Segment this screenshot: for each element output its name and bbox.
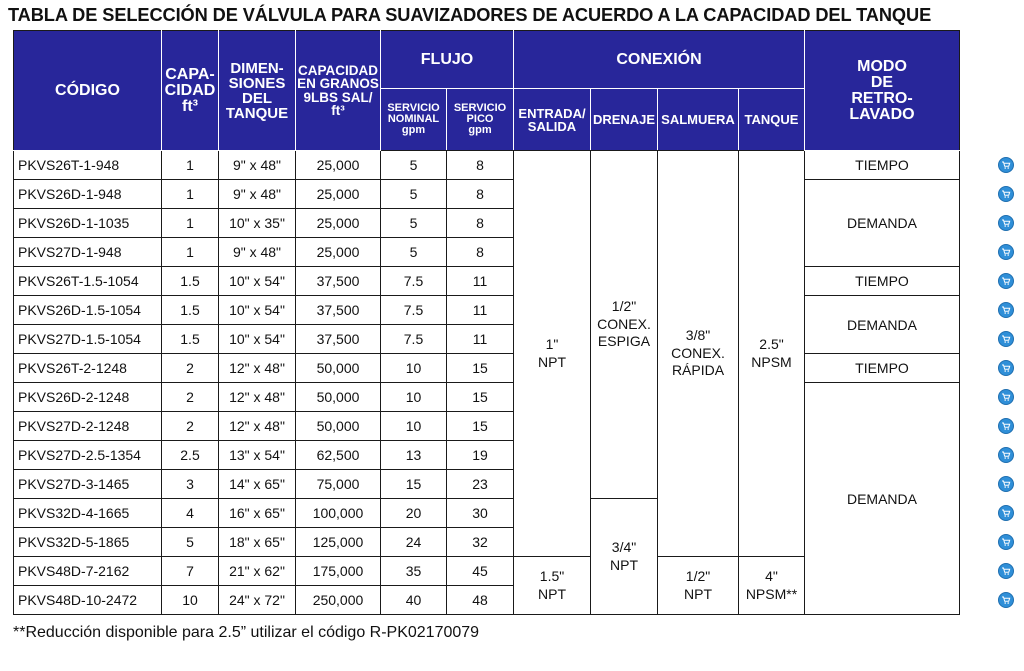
- cell-pico: 32: [447, 528, 514, 557]
- cell-codigo: PKVS27D-2.5-1354: [14, 441, 162, 470]
- cell-pico: 15: [447, 383, 514, 412]
- table-row: [14, 180, 960, 209]
- cell-codigo: PKVS26T-1-948: [14, 151, 162, 180]
- cell-dimensiones: 9" x 48": [219, 238, 296, 267]
- cart-icon[interactable]: [998, 563, 1014, 579]
- header-modo-retrolavado: MODO DE RETRO- LAVADO: [805, 31, 960, 151]
- cart-icon[interactable]: [998, 302, 1014, 318]
- cart-icon[interactable]: [998, 360, 1014, 376]
- cell-dimensiones: 24" x 72": [219, 586, 296, 615]
- cell-dimensiones: 13" x 54": [219, 441, 296, 470]
- table-row: [14, 296, 960, 325]
- cell-codigo: PKVS26T-2-1248: [14, 354, 162, 383]
- header-servicio-nominal: SERVICIO NOMINAL gpm: [381, 89, 447, 151]
- cell-nominal: 7.5: [381, 267, 447, 296]
- header-capacidad: CAPA- CIDAD ft³: [162, 31, 219, 151]
- cart-icon[interactable]: [998, 592, 1014, 608]
- cell-tanque-b: 4" NPSM**: [739, 557, 805, 615]
- cell-capacidad: 1.5: [162, 325, 219, 354]
- table-row: [14, 354, 960, 383]
- cell-nominal: 5: [381, 209, 447, 238]
- cell-modo-demanda: DEMANDA: [805, 383, 960, 615]
- cell-nominal: 13: [381, 441, 447, 470]
- cell-dimensiones: 10" x 54": [219, 325, 296, 354]
- cell-codigo: PKVS26T-1.5-1054: [14, 267, 162, 296]
- cell-entrada-a: 1" NPT: [514, 151, 591, 557]
- cell-pico: 11: [447, 296, 514, 325]
- cell-dimensiones: 12" x 48": [219, 354, 296, 383]
- header-salmuera: SALMUERA: [658, 89, 739, 151]
- cell-salmuera-b: 1/2" NPT: [658, 557, 739, 615]
- cell-codigo: PKVS32D-5-1865: [14, 528, 162, 557]
- cell-granos: 175,000: [296, 557, 381, 586]
- cart-icon[interactable]: [998, 447, 1014, 463]
- cell-codigo: PKVS27D-2-1248: [14, 412, 162, 441]
- cell-codigo: PKVS32D-4-1665: [14, 499, 162, 528]
- cart-icon[interactable]: [998, 418, 1014, 434]
- cart-icon[interactable]: [998, 215, 1014, 231]
- cell-capacidad: 5: [162, 528, 219, 557]
- cell-pico: 15: [447, 412, 514, 441]
- cell-modo-tiempo: TIEMPO: [805, 267, 960, 296]
- cell-granos: 37,500: [296, 296, 381, 325]
- cell-nominal: 5: [381, 238, 447, 267]
- cell-nominal: 24: [381, 528, 447, 557]
- cell-modo-demanda: DEMANDA: [805, 180, 960, 267]
- cell-granos: 25,000: [296, 151, 381, 180]
- header-conexion: CONEXIÓN: [514, 31, 805, 89]
- cell-dimensiones: 21" x 62": [219, 557, 296, 586]
- cell-nominal: 10: [381, 412, 447, 441]
- cell-nominal: 10: [381, 383, 447, 412]
- header-tanque: TANQUE: [739, 89, 805, 151]
- cell-codigo: PKVS26D-1.5-1054: [14, 296, 162, 325]
- cart-icon[interactable]: [998, 505, 1014, 521]
- cart-icon[interactable]: [998, 186, 1014, 202]
- header-dimensiones: DIMEN- SIONES DEL TANQUE: [219, 31, 296, 151]
- cell-granos: 250,000: [296, 586, 381, 615]
- cell-capacidad: 4: [162, 499, 219, 528]
- cell-capacidad: 1: [162, 238, 219, 267]
- cell-capacidad: 3: [162, 470, 219, 499]
- cell-capacidad: 10: [162, 586, 219, 615]
- cell-modo-demanda: DEMANDA: [805, 296, 960, 354]
- header-entrada-salida: ENTRADA/ SALIDA: [514, 89, 591, 151]
- cell-codigo: PKVS48D-10-2472: [14, 586, 162, 615]
- cell-capacidad: 1: [162, 180, 219, 209]
- cell-granos: 100,000: [296, 499, 381, 528]
- cell-tanque-a: 2.5" NPSM: [739, 151, 805, 557]
- cell-capacidad: 1.5: [162, 267, 219, 296]
- cell-capacidad: 1: [162, 209, 219, 238]
- cell-nominal: 7.5: [381, 325, 447, 354]
- table-row: [14, 267, 960, 296]
- cell-pico: 23: [447, 470, 514, 499]
- cell-dimensiones: 9" x 48": [219, 151, 296, 180]
- cell-granos: 25,000: [296, 238, 381, 267]
- cart-icon[interactable]: [998, 534, 1014, 550]
- cell-nominal: 20: [381, 499, 447, 528]
- cell-capacidad: 2.5: [162, 441, 219, 470]
- cell-dimensiones: 10" x 54": [219, 267, 296, 296]
- cart-icon[interactable]: [998, 331, 1014, 347]
- cell-nominal: 7.5: [381, 296, 447, 325]
- cell-pico: 8: [447, 209, 514, 238]
- cell-pico: 15: [447, 354, 514, 383]
- header-codigo: CÓDIGO: [14, 31, 162, 151]
- cell-salmuera-a: 3/8" CONEX. RÁPIDA: [658, 151, 739, 557]
- table-row: [14, 383, 960, 412]
- valve-selection-table: [13, 30, 960, 615]
- cell-nominal: 5: [381, 151, 447, 180]
- cell-pico: 11: [447, 325, 514, 354]
- cell-codigo: PKVS26D-2-1248: [14, 383, 162, 412]
- cell-dimensiones: 18" x 65": [219, 528, 296, 557]
- cell-granos: 75,000: [296, 470, 381, 499]
- cart-icon[interactable]: [998, 476, 1014, 492]
- cell-capacidad: 1.5: [162, 296, 219, 325]
- cell-dimensiones: 9" x 48": [219, 180, 296, 209]
- cell-granos: 50,000: [296, 354, 381, 383]
- cell-granos: 50,000: [296, 383, 381, 412]
- table-row: [14, 151, 960, 180]
- cell-capacidad: 1: [162, 151, 219, 180]
- cell-granos: 125,000: [296, 528, 381, 557]
- cell-capacidad: 7: [162, 557, 219, 586]
- cell-pico: 8: [447, 151, 514, 180]
- cell-nominal: 10: [381, 354, 447, 383]
- cell-nominal: 15: [381, 470, 447, 499]
- header-drenaje: DRENAJE: [591, 89, 658, 151]
- cell-codigo: PKVS27D-1-948: [14, 238, 162, 267]
- cell-pico: 48: [447, 586, 514, 615]
- cell-codigo: PKVS48D-7-2162: [14, 557, 162, 586]
- cart-icon[interactable]: [998, 273, 1014, 289]
- header-capacidad-granos: CAPACIDAD EN GRANOS 9LBS SAL/ ft³: [296, 31, 381, 151]
- cart-icon[interactable]: [998, 157, 1014, 173]
- cell-granos: 25,000: [296, 209, 381, 238]
- cart-icon[interactable]: [998, 389, 1014, 405]
- cell-nominal: 35: [381, 557, 447, 586]
- cell-pico: 19: [447, 441, 514, 470]
- cell-codigo: PKVS27D-1.5-1054: [14, 325, 162, 354]
- cell-drenaje-a: 1/2" CONEX. ESPIGA: [591, 151, 658, 499]
- cell-dimensiones: 12" x 48": [219, 412, 296, 441]
- cell-codigo: PKVS26D-1-1035: [14, 209, 162, 238]
- cell-modo-tiempo: TIEMPO: [805, 151, 960, 180]
- cell-capacidad: 2: [162, 354, 219, 383]
- cart-icon[interactable]: [998, 244, 1014, 260]
- page-title: TABLA DE SELECCIÓN DE VÁLVULA PARA SUAVIZADORES DE ACUERDO A LA CAPACIDAD DEL TANQUE: [8, 4, 932, 25]
- footnote: **Reducción disponible para 2.5” utilizar el código R-PK02170079: [13, 624, 480, 641]
- cell-capacidad: 2: [162, 383, 219, 412]
- cell-pico: 30: [447, 499, 514, 528]
- cell-pico: 11: [447, 267, 514, 296]
- header-flujo: FLUJO: [381, 31, 514, 89]
- cell-codigo: PKVS26D-1-948: [14, 180, 162, 209]
- cell-dimensiones: 10" x 35": [219, 209, 296, 238]
- cell-pico: 45: [447, 557, 514, 586]
- header-servicio-pico: SERVICIO PICO gpm: [447, 89, 514, 151]
- cell-dimensiones: 14" x 65": [219, 470, 296, 499]
- cell-granos: 25,000: [296, 180, 381, 209]
- cell-granos: 37,500: [296, 267, 381, 296]
- cell-dimensiones: 10" x 54": [219, 296, 296, 325]
- cell-granos: 37,500: [296, 325, 381, 354]
- cell-pico: 8: [447, 180, 514, 209]
- cell-granos: 62,500: [296, 441, 381, 470]
- cell-granos: 50,000: [296, 412, 381, 441]
- cell-dimensiones: 16" x 65": [219, 499, 296, 528]
- cell-codigo: PKVS27D-3-1465: [14, 470, 162, 499]
- cell-pico: 8: [447, 238, 514, 267]
- cell-capacidad: 2: [162, 412, 219, 441]
- cell-nominal: 40: [381, 586, 447, 615]
- cell-entrada-b: 1.5" NPT: [514, 557, 591, 615]
- cell-modo-tiempo: TIEMPO: [805, 354, 960, 383]
- cell-drenaje-b: 3/4" NPT: [591, 499, 658, 615]
- cell-dimensiones: 12" x 48": [219, 383, 296, 412]
- cell-nominal: 5: [381, 180, 447, 209]
